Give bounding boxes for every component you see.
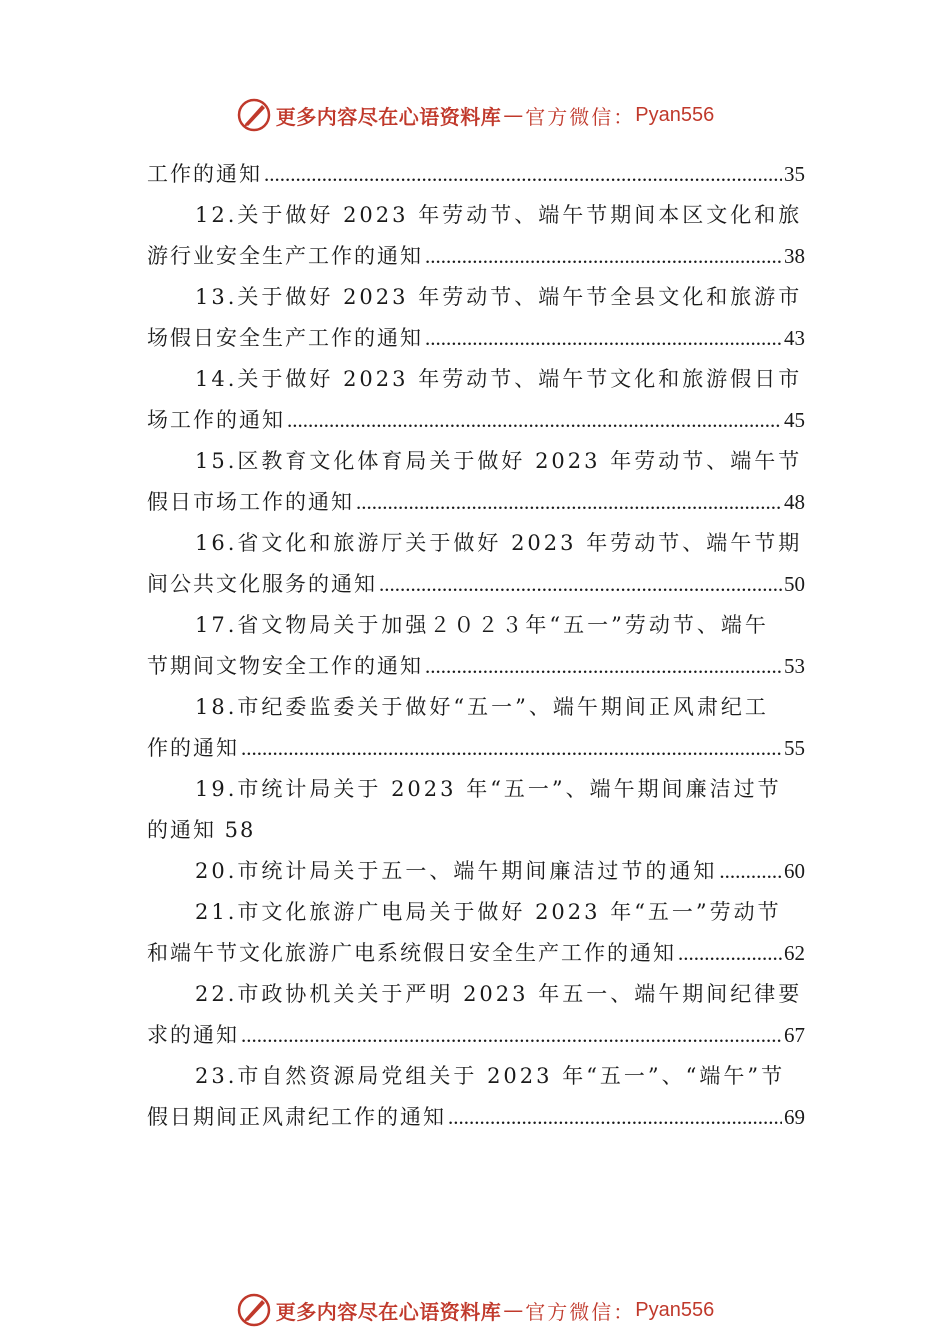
toc-leader-dots	[356, 482, 782, 523]
toc-entry-title: 15.区教育文化体育局关于做好 2023 年劳动节、端午节	[195, 449, 803, 473]
toc-page-number: 67	[784, 1023, 805, 1047]
toc-page-number: 35	[784, 162, 805, 186]
toc-page-number: 69	[784, 1105, 805, 1129]
toc-leader-dots	[425, 318, 782, 359]
toc-line	[147, 195, 805, 236]
toc-entry-text: 工作的通知	[147, 162, 262, 186]
toc-line	[147, 359, 805, 400]
quill-pen-logo-icon	[236, 1292, 272, 1328]
toc-leader-dots	[379, 564, 782, 605]
toc-line	[147, 728, 805, 769]
toc-entry-title: 23.市自然资源局党组关于 2023 年“五一”、“端午”节	[195, 1064, 786, 1088]
toc-line	[147, 277, 805, 318]
toc-entry-text: 求的通知	[147, 1023, 239, 1047]
toc-line	[147, 400, 805, 441]
quill-pen-logo-icon	[236, 97, 272, 133]
toc-leader-dots	[448, 1097, 782, 1138]
toc-leader-dots	[241, 1015, 782, 1056]
header-wechat-id: Pyan556	[635, 103, 715, 126]
footer-text: 更多内容尽在心语资料库	[275, 1299, 502, 1324]
toc-leader-dots	[287, 400, 782, 441]
toc-line	[147, 1097, 805, 1138]
table-of-contents	[147, 154, 805, 1138]
toc-page-number: 45	[784, 408, 805, 432]
toc-entry-text: 假日市场工作的通知	[147, 490, 354, 514]
toc-line	[147, 564, 805, 605]
toc-leader-dots	[241, 728, 782, 769]
toc-entry-text: 的通知 58	[147, 818, 256, 842]
toc-leader-dots	[425, 236, 782, 277]
toc-leader-dots	[678, 933, 782, 974]
toc-page-number: 60	[784, 859, 805, 883]
footer-wechat-id: Pyan556	[635, 1298, 715, 1321]
header-separator: —	[503, 103, 524, 127]
toc-line	[147, 687, 805, 728]
footer-wechat-label: 官方微信：	[525, 1299, 636, 1324]
toc-entry-title: 21.市文化旅游广电局关于做好 2023 年“五一”劳动节	[195, 900, 782, 924]
toc-entry-title: 16.省文化和旅游厅关于做好 2023 年劳动节、端午节期	[195, 531, 803, 555]
toc-entry-title: 17.省文物局关于加强２０２３年“五一”劳动节、端午	[195, 613, 769, 637]
toc-line	[147, 441, 805, 482]
header-text: 更多内容尽在心语资料库	[275, 104, 502, 129]
toc-entry-text: 场工作的通知	[147, 408, 285, 432]
toc-line	[147, 769, 805, 810]
toc-line	[147, 974, 805, 1015]
toc-line	[147, 523, 805, 564]
toc-line	[147, 154, 805, 195]
toc-entry-title: 20.市统计局关于五一、端午期间廉洁过节的通知	[195, 859, 718, 883]
toc-leader-dots	[264, 154, 782, 195]
toc-leader-dots	[719, 851, 782, 892]
toc-entry-text: 节期间文物安全工作的通知	[147, 654, 423, 678]
toc-entry-title: 22.市政协机关关于严明 2023 年五一、端午期间纪律要	[195, 982, 803, 1006]
toc-line	[147, 646, 805, 687]
toc-line	[147, 851, 805, 892]
toc-page-number: 62	[784, 941, 805, 965]
toc-line	[147, 1015, 805, 1056]
toc-page-number: 43	[784, 326, 805, 350]
header-wechat-label: 官方微信：	[525, 104, 636, 129]
toc-entry-title: 18.市纪委监委关于做好“五一”、端午期间正风肃纪工	[195, 695, 769, 719]
footer-banner	[0, 1290, 950, 1330]
toc-page-number: 55	[784, 736, 805, 760]
toc-line	[147, 1056, 805, 1097]
toc-entry-text: 游行业安全生产工作的通知	[147, 244, 423, 268]
toc-line	[147, 810, 805, 851]
header-banner	[0, 95, 950, 135]
toc-entry-text: 场假日安全生产工作的通知	[147, 326, 423, 350]
footer-separator: —	[503, 1298, 524, 1322]
toc-line	[147, 605, 805, 646]
toc-entry-text: 和端午节文化旅游广电系统假日安全生产工作的通知	[147, 941, 676, 965]
toc-page-number: 48	[784, 490, 805, 514]
toc-line	[147, 236, 805, 277]
toc-line	[147, 933, 805, 974]
toc-entry-title: 13.关于做好 2023 年劳动节、端午节全县文化和旅游市	[195, 285, 803, 309]
toc-entry-text: 作的通知	[147, 736, 239, 760]
toc-page-number: 50	[784, 572, 805, 596]
toc-line	[147, 482, 805, 523]
toc-page-number: 53	[784, 654, 805, 678]
toc-page-number: 38	[784, 244, 805, 268]
toc-entry-title: 12.关于做好 2023 年劳动节、端午节期间本区文化和旅	[195, 203, 803, 227]
toc-entry-text: 假日期间正风肃纪工作的通知	[147, 1105, 446, 1129]
toc-entry-title: 14.关于做好 2023 年劳动节、端午节文化和旅游假日市	[195, 367, 803, 391]
toc-leader-dots	[425, 646, 782, 687]
toc-entry-text: 间公共文化服务的通知	[147, 572, 377, 596]
toc-line	[147, 892, 805, 933]
toc-entry-title: 19.市统计局关于 2023 年“五一”、端午期间廉洁过节	[195, 777, 782, 801]
toc-line	[147, 318, 805, 359]
